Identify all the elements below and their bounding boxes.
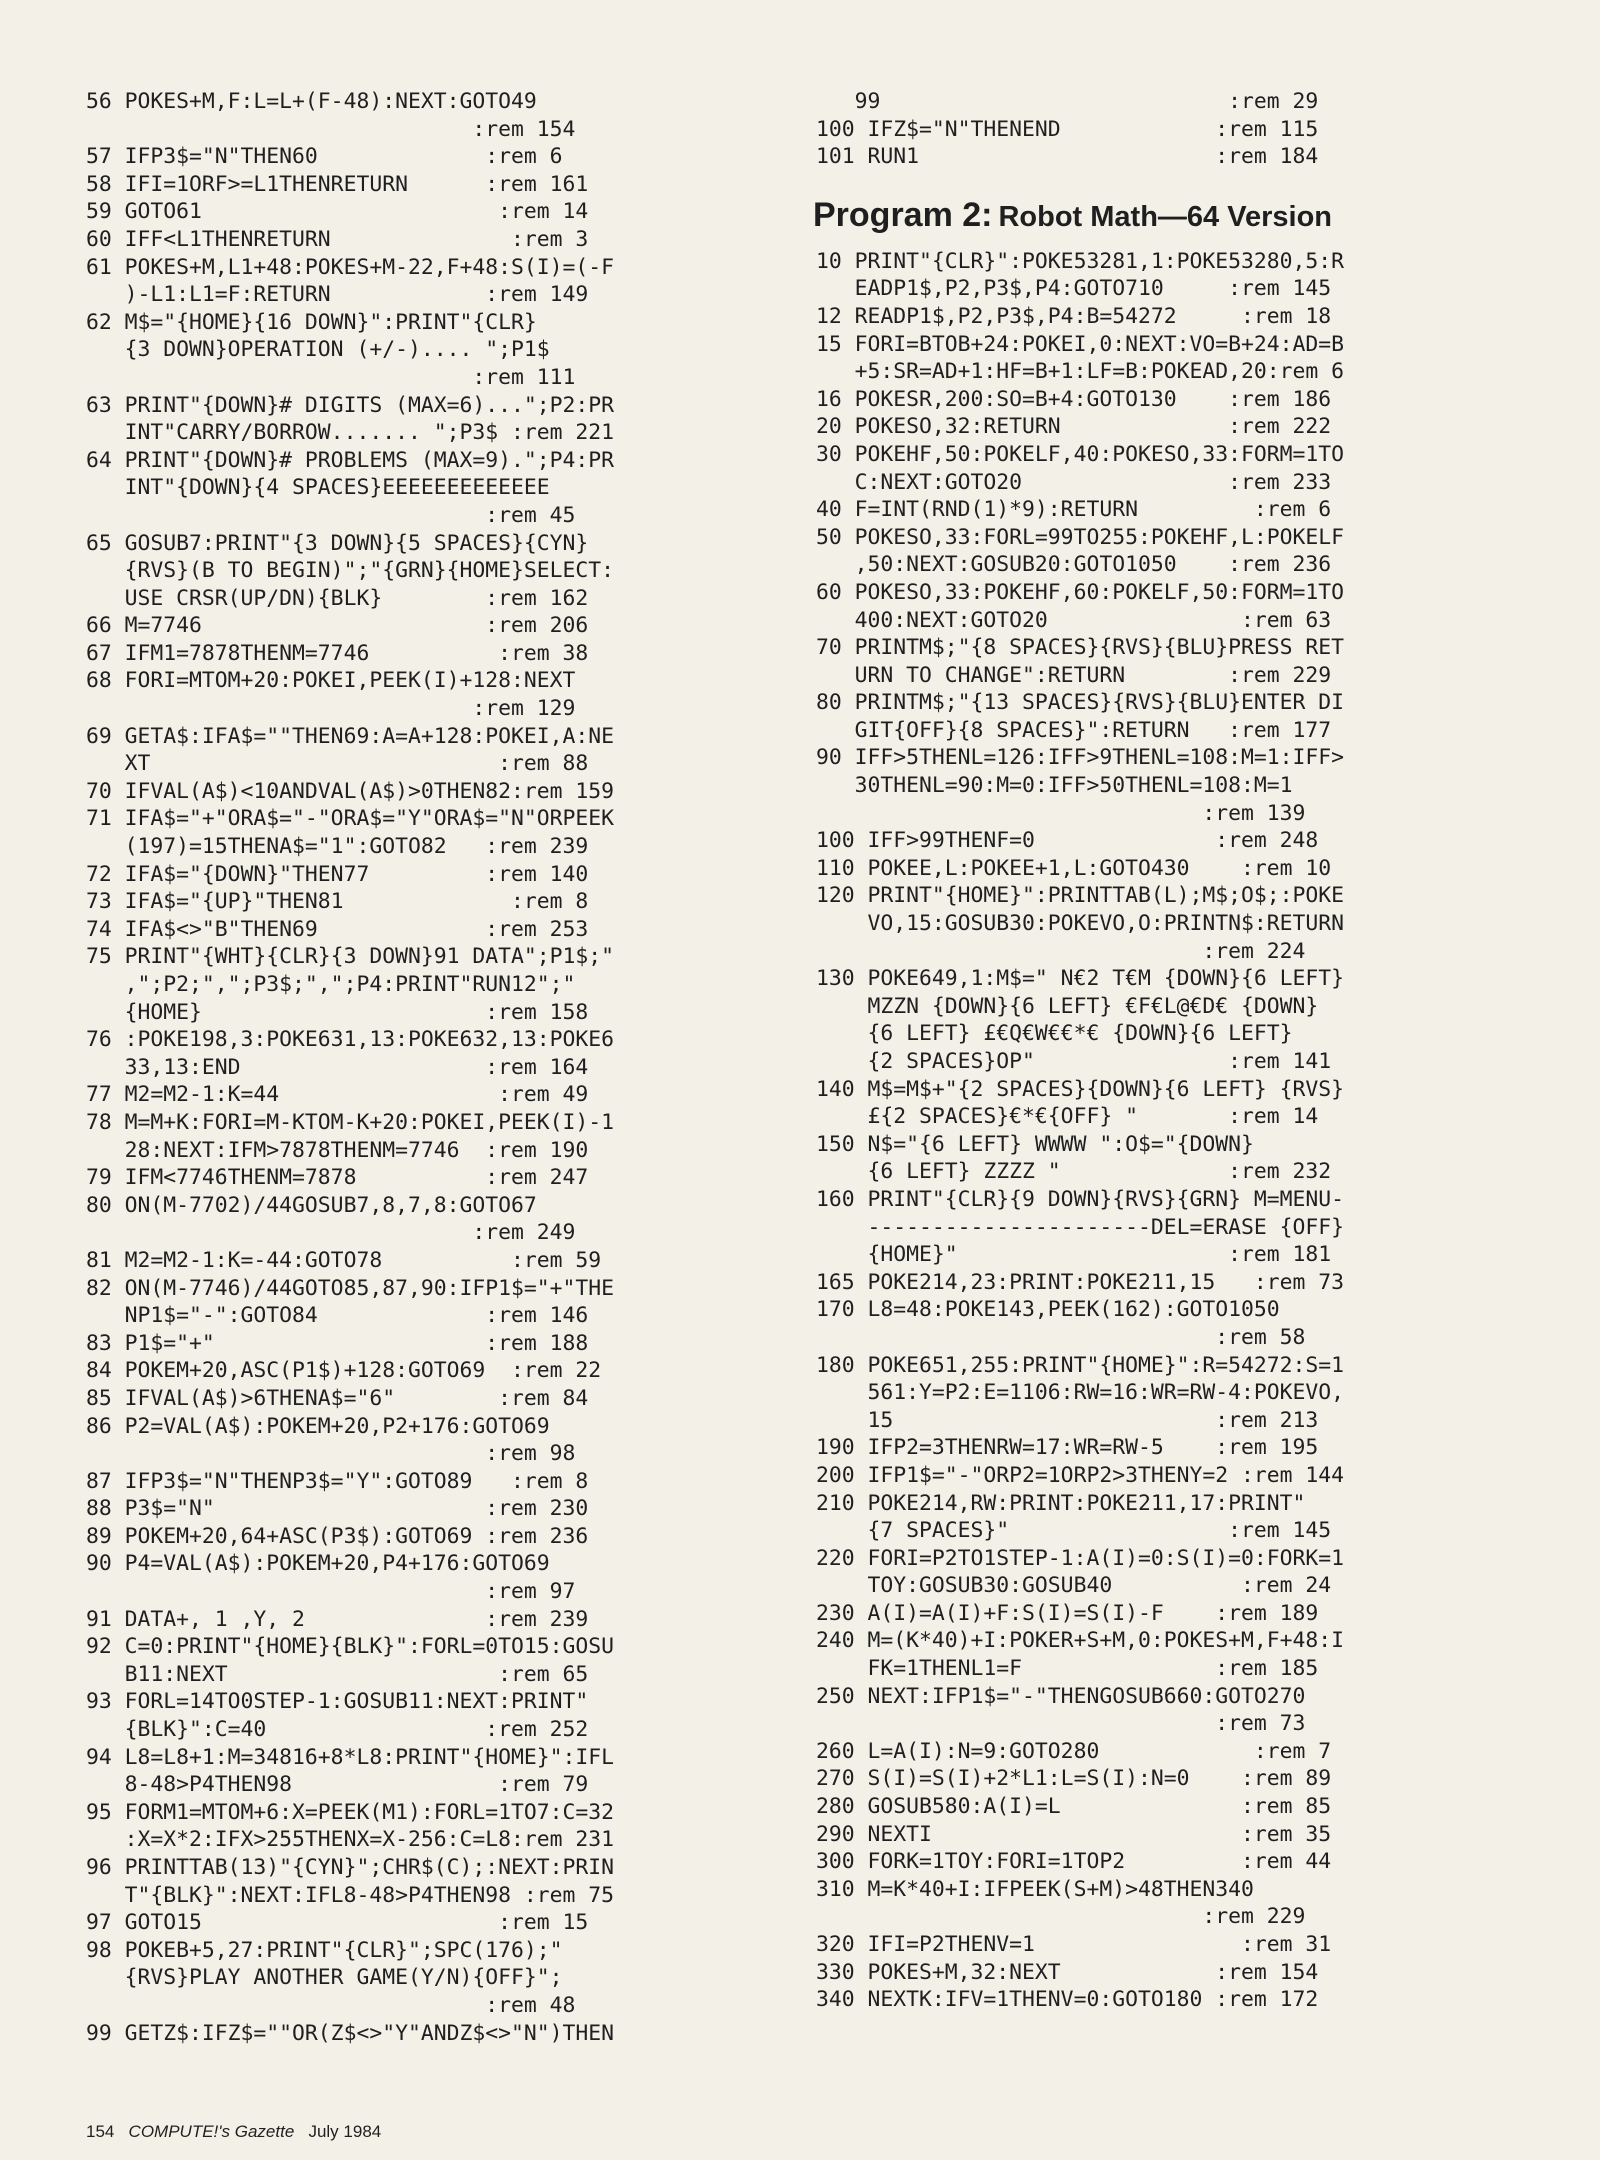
code-line: FK=1THENL1=F :rem 185 [816, 1656, 1319, 1682]
code-line: URN TO CHANGE":RETURN :rem 229 [816, 662, 1332, 688]
code-line: 230 A(I)=A(I)+F:S(I)=S(I)-F :rem 189 [816, 1600, 1319, 1626]
code-line: 310 M=K*40+I:IFPEEK(S+M)>48THEN340 [816, 1876, 1254, 1902]
code-line: B11:NEXT :rem 65 [86, 1661, 589, 1687]
code-line: :rem 154 [86, 116, 576, 142]
code-line: 130 POKE649,1:M$=" N€2 T€M {DOWN}{6 LEFT} [816, 966, 1345, 992]
code-line: 12 READP1$,P2,P3$,P4:B=54272 :rem 18 [816, 303, 1332, 329]
code-line: 70 PRINTM$;"{8 SPACES}{RVS}{BLU}PRESS RET [816, 635, 1345, 661]
code-line: 78 M=M+K:FORI=M-KTOM-K+20:POKEI,PEEK(I)-1 [86, 1109, 615, 1135]
code-line: 160 PRINT"{CLR}{9 DOWN}{RVS}{GRN} M=MENU- [816, 1186, 1345, 1212]
code-line: 89 POKEM+20,64+ASC(P3$):GOTO69 :rem 236 [86, 1523, 589, 1549]
code-line: :rem 73 [816, 1711, 1306, 1737]
code-line: 250 NEXT:IFP1$="-"THENGOSUB660:GOTO270 [816, 1683, 1306, 1709]
code-line: 79 IFM<7746THENM=7878 :rem 247 [86, 1165, 589, 1191]
code-line: T"{BLK}":NEXT:IFL8-48>P4THEN98 :rem 75 [86, 1882, 615, 1908]
code-line: {6 LEFT} ZZZZ " :rem 232 [816, 1159, 1332, 1185]
code-line: :X=X*2:IFX>255THENX=X-256:C=L8:rem 231 [86, 1827, 615, 1853]
page-number: 154 [86, 2122, 115, 2141]
code-line: 28:NEXT:IFM>7878THENM=7746 :rem 190 [86, 1137, 589, 1163]
code-line: 15 FORI=BTOB+24:POKEI,0:NEXT:VO=B+24:AD=B [816, 331, 1345, 357]
code-line: EADP1$,P2,P3$,P4:GOTO710 :rem 145 [816, 276, 1332, 302]
code-line: TOY:GOSUB30:GOSUB40 :rem 24 [816, 1573, 1332, 1599]
left-column-listing [86, 88, 776, 2047]
code-line: {3 DOWN}OPERATION (+/-).... ";P1$ [86, 337, 550, 363]
code-line: 561:Y=P2:E=1106:RW=16:WR=RW-4:POKEVO, [816, 1380, 1345, 1406]
code-line: 85 IFVAL(A$)>6THENA$="6" :rem 84 [86, 1385, 589, 1411]
publication-name: COMPUTE!'s Gazette [128, 2122, 295, 2141]
code-line: 280 GOSUB580:A(I)=L :rem 85 [816, 1794, 1332, 1820]
code-line: :rem 98 [86, 1441, 576, 1467]
code-line: {7 SPACES}" :rem 145 [816, 1518, 1332, 1544]
code-line: 66 M=7746 :rem 206 [86, 613, 589, 639]
code-line: 290 NEXTI :rem 35 [816, 1821, 1332, 1847]
code-line: C:NEXT:GOTO20 :rem 233 [816, 469, 1332, 495]
code-line: 260 L=A(I):N=9:GOTO280 :rem 7 [816, 1738, 1332, 1764]
code-line: 20 POKESO,32:RETURN :rem 222 [816, 414, 1332, 440]
code-line: 63 PRINT"{DOWN}# DIGITS (MAX=6)...";P2:PR [86, 392, 615, 418]
code-line: VO,15:GOSUB30:POKEVO,O:PRINTN$:RETURN [816, 911, 1345, 937]
code-line: 90 P4=VAL(A$):POKEM+20,P4+176:GOTO69 [86, 1551, 550, 1577]
code-line: 98 POKEB+5,27:PRINT"{CLR}";SPC(176);" [86, 1937, 563, 1963]
code-line: 330 POKES+M,32:NEXT :rem 154 [816, 1959, 1319, 1985]
code-line: ----------------------DEL=ERASE {OFF} [816, 1214, 1345, 1240]
code-line: 91 DATA+, 1 ,Y, 2 :rem 239 [86, 1606, 589, 1632]
code-line: 340 NEXTK:IFV=1THENV=0:GOTO180 :rem 172 [816, 1987, 1319, 2013]
code-line: 70 IFVAL(A$)<10ANDVAL(A$)>0THEN82:rem 159 [86, 778, 615, 804]
code-line: :rem 48 [86, 1992, 576, 2018]
code-line: {RVS}PLAY ANOTHER GAME(Y/N){OFF}"; [86, 1965, 563, 1991]
code-line: 100 IFZ$="N"THENEND :rem 115 [816, 116, 1319, 142]
code-line: 88 P3$="N" :rem 230 [86, 1496, 589, 1522]
code-line: 33,13:END :rem 164 [86, 1054, 589, 1080]
code-line: 120 PRINT"{HOME}":PRINTTAB(L);M$;O$;:POKE [816, 883, 1345, 909]
code-line: 165 POKE214,23:PRINT:POKE211,15 :rem 73 [816, 1269, 1345, 1295]
code-line: ,";P2;",";P3$;",";P4:PRINT"RUN12";" [86, 972, 576, 997]
code-line: 140 M$=M$+"{2 SPACES}{DOWN}{6 LEFT} {RVS} [816, 1076, 1345, 1102]
program-title: Robot Math—64 Version [998, 200, 1332, 233]
code-line: 67 IFM1=7878THENM=7746 :rem 38 [86, 640, 589, 666]
code-line: NP1$="-":GOTO84 :rem 146 [86, 1303, 589, 1329]
code-line: {BLK}":C=40 :rem 252 [86, 1717, 589, 1743]
code-line: :rem 58 [816, 1324, 1306, 1350]
code-line: 50 POKESO,33:FORL=99TO255:POKEHF,L:POKELF [816, 524, 1345, 550]
code-line: 10 PRINT"{CLR}":POKE53281,1:POKE53280,5:R [816, 248, 1345, 274]
code-line: 80 ON(M-7702)/44GOSUB7,8,7,8:GOTO67 [86, 1192, 537, 1218]
code-line: 81 M2=M2-1:K=-44:GOTO78 :rem 59 [86, 1247, 602, 1273]
code-line: 99 :rem 29 [816, 89, 1319, 114]
code-line: 220 FORI=P2TO1STEP-1:A(I)=0:S(I)=0:FORK=1 [816, 1545, 1345, 1571]
code-line: ,50:NEXT:GOSUB20:GOTO1050 :rem 236 [816, 552, 1332, 578]
code-line: 73 IFA$="{UP}"THEN81 :rem 8 [86, 889, 589, 915]
code-line: 30THENL=90:M=0:IFF>50THENL=108:M=1 [816, 773, 1293, 799]
code-line: 83 P1$="+" :rem 188 [86, 1330, 589, 1356]
code-line: 15 :rem 213 [816, 1407, 1319, 1433]
code-line: 87 IFP3$="N"THENP3$="Y":GOTO89 :rem 8 [86, 1468, 589, 1494]
program-1-tail-listing [816, 88, 1496, 171]
issue-date: July 1984 [308, 2122, 382, 2141]
code-line: 190 IFP2=3THENRW=17:WR=RW-5 :rem 195 [816, 1435, 1319, 1461]
code-line: 64 PRINT"{DOWN}# PROBLEMS (MAX=9).";P4:PR [86, 447, 615, 473]
code-line: 94 L8=L8+1:M=34816+8*L8:PRINT"{HOME}":IFL [86, 1744, 615, 1770]
program-label: Program 2: [813, 195, 993, 234]
code-line: )-L1:L1=F:RETURN :rem 149 [86, 282, 589, 308]
code-line: {RVS}(B TO BEGIN)";"{GRN}{HOME}SELECT: [86, 558, 615, 584]
code-line: £{2 SPACES}€*€{OFF} " :rem 14 [816, 1104, 1319, 1130]
code-line: 110 POKEE,L:POKEE+1,L:GOTO430 :rem 10 [816, 855, 1332, 881]
code-line: 99 GETZ$:IFZ$=""OR(Z$<>"Y"ANDZ$<>"N")THEN [86, 2020, 615, 2046]
code-line: 60 POKESO,33:POKEHF,60:POKELF,50:FORM=1TO [816, 579, 1345, 605]
code-line: 270 S(I)=S(I)+2*L1:L=S(I):N=0 :rem 89 [816, 1766, 1332, 1792]
code-line: 76 :POKE198,3:POKE631,13:POKE632,13:POKE6 [86, 1027, 615, 1053]
code-line: INT"{DOWN}{4 SPACES}EEEEEEEEEEEEE [86, 475, 550, 501]
code-line: 320 IFI=P2THENV=1 :rem 31 [816, 1932, 1332, 1957]
code-line: 86 P2=VAL(A$):POKEM+20,P2+176:GOTO69 [86, 1413, 550, 1439]
code-line: 65 GOSUB7:PRINT"{3 DOWN}{5 SPACES}{CYN} [86, 530, 589, 556]
code-line: 101 RUN1 :rem 184 [816, 144, 1319, 170]
code-line: +5:SR=AD+1:HF=B+1:LF=B:POKEAD,20:rem 6 [816, 359, 1345, 385]
code-line: :rem 249 [86, 1220, 576, 1246]
code-line: 57 IFP3$="N"THEN60 :rem 6 [86, 144, 563, 170]
code-line: 59 GOTO61 :rem 14 [86, 199, 589, 225]
code-line: 100 IFF>99THENF=0 :rem 248 [816, 828, 1319, 854]
code-line: 170 L8=48:POKE143,PEEK(162):GOTO1050 [816, 1297, 1280, 1323]
code-line: 60 IFF<L1THENRETURN :rem 3 [86, 226, 589, 252]
code-line: 58 IFI=1ORF>=L1THENRETURN :rem 161 [86, 171, 589, 197]
program-2-heading [813, 196, 1496, 234]
code-line: 40 F=INT(RND(1)*9):RETURN :rem 6 [816, 497, 1332, 523]
code-line: :rem 97 [86, 1579, 576, 1605]
code-line: XT :rem 88 [86, 751, 589, 777]
code-line: 8-48>P4THEN98 :rem 79 [86, 1772, 589, 1798]
code-line: {2 SPACES}OP" :rem 141 [816, 1049, 1332, 1074]
code-line: MZZN {DOWN}{6 LEFT} €F€L@€D€ {DOWN} [816, 993, 1319, 1019]
code-line: USE CRSR(UP/DN){BLK} :rem 162 [86, 585, 589, 611]
code-line: 180 POKE651,255:PRINT"{HOME}":R=54272:S=1 [816, 1352, 1345, 1378]
code-line: 68 FORI=MTOM+20:POKEI,PEEK(I)+128:NEXT [86, 668, 576, 694]
code-line: 400:NEXT:GOTO20 :rem 63 [816, 607, 1332, 633]
code-line: 97 GOTO15 :rem 15 [86, 1910, 589, 1936]
right-column [813, 88, 1496, 2014]
code-line: :rem 129 [86, 696, 576, 722]
code-line: 77 M2=M2-1:K=44 :rem 49 [86, 1082, 589, 1108]
code-line: GIT{OFF}{8 SPACES}":RETURN :rem 177 [816, 717, 1332, 743]
code-line: 62 M$="{HOME}{16 DOWN}":PRINT"{CLR} [86, 309, 537, 335]
code-line: 30 POKEHF,50:POKELF,40:POKESO,33:FORM=1TO [816, 441, 1345, 467]
code-line: 80 PRINTM$;"{13 SPACES}{RVS}{BLU}ENTER DI [816, 690, 1345, 716]
code-line: :rem 111 [86, 364, 576, 390]
code-line: 96 PRINTTAB(13)"{CYN}";CHR$(C);:NEXT:PRIN [86, 1855, 615, 1880]
code-line: 56 POKES+M,F:L=L+(F-48):NEXT:GOTO49 [86, 89, 537, 114]
program-2-listing [816, 248, 1496, 2014]
code-line: 93 FORL=14TO0STEP-1:GOSUB11:NEXT:PRINT" [86, 1689, 589, 1715]
code-line: :rem 224 [816, 938, 1306, 964]
code-line: 240 M=(K*40)+I:POKER+S+M,0:POKES+M,F+48:I [816, 1628, 1345, 1654]
code-line: 72 IFA$="{DOWN}"THEN77 :rem 140 [86, 861, 589, 887]
code-line: (197)=15THENA$="1":GOTO82 :rem 239 [86, 834, 589, 860]
code-line: 75 PRINT"{WHT}{CLR}{3 DOWN}91 DATA";P1$;" [86, 944, 615, 970]
code-line: 69 GETA$:IFA$=""THEN69:A=A+128:POKEI,A:NE [86, 723, 615, 749]
code-line: 95 FORM1=MTOM+6:X=PEEK(M1):FORL=1TO7:C=32 [86, 1799, 615, 1825]
code-line: {HOME} :rem 158 [86, 999, 589, 1025]
code-line: :rem 45 [86, 502, 576, 528]
code-line: {6 LEFT} £€Q€W€€*€ {DOWN}{6 LEFT} [816, 1021, 1293, 1047]
code-line: :rem 139 [816, 800, 1306, 826]
code-line: 61 POKES+M,L1+48:POKES+M-22,F+48:S(I)=(-F [86, 254, 615, 280]
code-line: :rem 229 [816, 1904, 1306, 1930]
code-line: 92 C=0:PRINT"{HOME}{BLK}":FORL=0TO15:GOSU [86, 1634, 615, 1660]
code-line: 74 IFA$<>"B"THEN69 :rem 253 [86, 916, 589, 942]
code-line: 300 FORK=1TOY:FORI=1TOP2 :rem 44 [816, 1849, 1332, 1875]
code-line: 90 IFF>5THENL=126:IFF>9THENL=108:M=1:IFF> [816, 745, 1345, 771]
code-line: {HOME}" :rem 181 [816, 1242, 1332, 1268]
code-line: 210 POKE214,RW:PRINT:POKE211,17:PRINT" [816, 1490, 1306, 1516]
code-line: 82 ON(M-7746)/44GOTO85,87,90:IFP1$="+"THE [86, 1275, 615, 1301]
code-line: 150 N$="{6 LEFT} WWWW ":O$="{DOWN} [816, 1131, 1254, 1157]
page-footer [86, 2122, 381, 2142]
code-line: 84 POKEM+20,ASC(P1$)+128:GOTO69 :rem 22 [86, 1358, 602, 1384]
code-line: 16 POKESR,200:SO=B+4:GOTO130 :rem 186 [816, 386, 1332, 412]
code-line: 71 IFA$="+"ORA$="-"ORA$="Y"ORA$="N"ORPEEK [86, 806, 615, 832]
code-line: 200 IFP1$="-"ORP2=1ORP2>3THENY=2 :rem 144 [816, 1462, 1345, 1488]
code-line: INT"CARRY/BORROW....... ";P3$ :rem 221 [86, 420, 615, 446]
